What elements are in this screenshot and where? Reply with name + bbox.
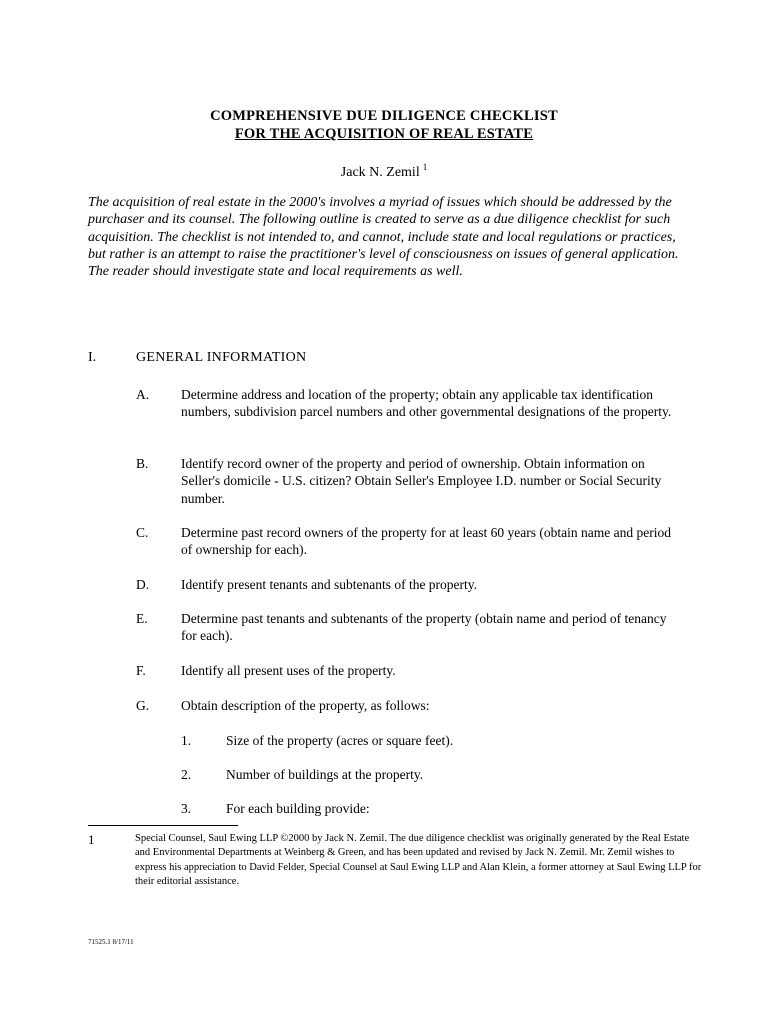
item-label: C. xyxy=(136,525,149,540)
item-text: Obtain description of the property, as follows: xyxy=(181,698,430,713)
footnote-text: Special Counsel, Saul Ewing LLP ©2000 by Jack N. Zemil. The due diligence checklist was originally generated by the Real Estate and Environmental Departments at Weinberg & Green, and has been updated and revised by Jack N. Zemil. Mr. Zemil wishes to express his appreciation to David Felder, Special Counsel at Saul Ewing LLP and Alan Klein, a former attorney at Saul Ewing LLP for their editorial assistance. xyxy=(135,833,702,887)
author-line xyxy=(0,162,768,181)
subitem-label: 3. xyxy=(181,801,192,816)
document-title-line-1: COMPREHENSIVE DUE DILIGENCE CHECKLIST xyxy=(210,108,558,124)
item-label: E. xyxy=(136,611,148,626)
item-text: Determine address and location of the property; obtain any applicable tax identification numbers, subdivision parcel numbers and other governmental designations of the property. xyxy=(181,387,672,420)
footnote-number: 1 xyxy=(88,832,95,847)
author-name: Jack N. Zemil xyxy=(340,165,420,180)
section-number: I. xyxy=(88,350,97,365)
item-label: G. xyxy=(136,698,150,713)
item-text: Identify present tenants and subtenants of the property. xyxy=(181,577,478,592)
item-label: A. xyxy=(136,387,150,402)
footnote-reference: 1 xyxy=(422,162,428,172)
subitem-text: For each building provide: xyxy=(226,801,370,816)
subitem-text: Number of buildings at the property. xyxy=(226,767,424,782)
subitem-label: 1. xyxy=(181,733,192,748)
footnote-divider xyxy=(88,825,238,826)
item-text: Identify all present uses of the property. xyxy=(181,663,396,678)
section-title: GENERAL INFORMATION xyxy=(136,350,307,365)
item-text: Determine past tenants and subtenants of the property (obtain name and period of tenancy for each). xyxy=(181,611,667,644)
subitem-text: Size of the property (acres or square feet). xyxy=(226,733,454,748)
document-id: 71525.1 8/17/11 xyxy=(88,938,134,946)
item-text: Determine past record owners of the property for at least 60 years (obtain name and period of ownership for each). xyxy=(181,525,671,558)
item-label: D. xyxy=(136,577,150,592)
intro-paragraph: The acquisition of real estate in the 2000's involves a myriad of issues which should be addressed by the purchaser and its counsel. The following outline is created to serve as a due diligence checklist for such acquisition. The checklist is not intended to, and cannot, include state and local regulations or practices, but rather is an attempt to raise the practitioner's level of consciousness on issues of general application. The reader should investigate state and local requirements as well. xyxy=(88,195,679,280)
item-label: F. xyxy=(136,663,146,678)
subitem-label: 2. xyxy=(181,767,192,782)
item-text: Identify record owner of the property and period of ownership. Obtain information on Seller's domicile - U.S. citizen? Obtain Seller's Employee I.D. number or Social Security number. xyxy=(181,456,662,506)
item-label: B. xyxy=(136,456,149,471)
document-title-line-2: FOR THE ACQUISITION OF REAL ESTATE xyxy=(234,126,534,142)
